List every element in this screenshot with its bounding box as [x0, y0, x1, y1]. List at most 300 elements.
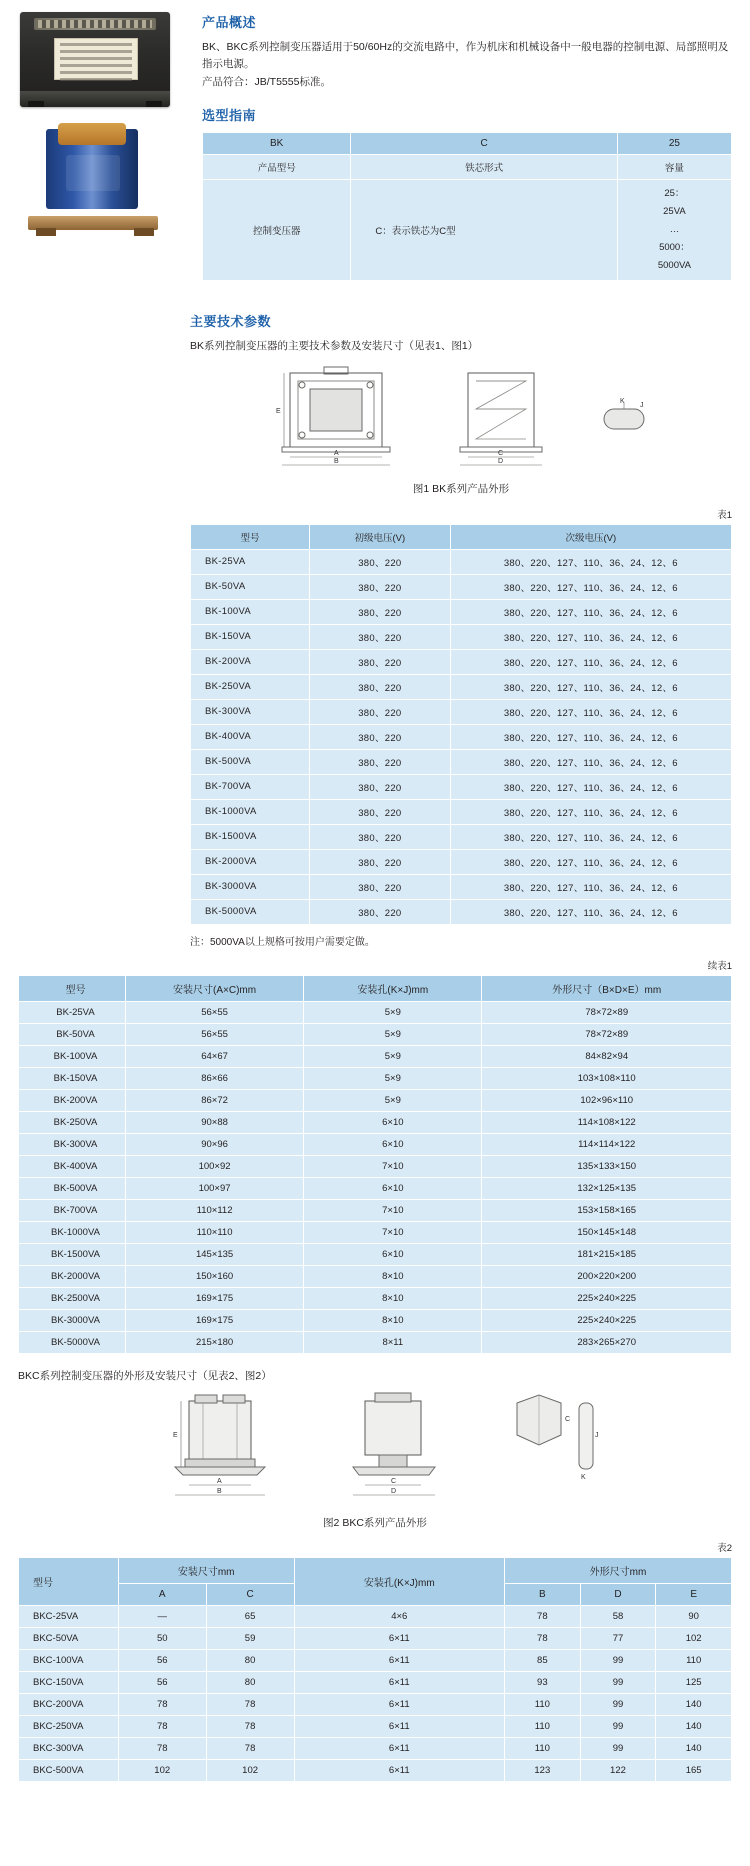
t2-cell-model: BK-500VA	[19, 1177, 126, 1199]
t1-cell-secondary: 380、220、127、110、36、24、12、6	[450, 874, 731, 899]
table-row	[203, 132, 732, 154]
t1-cell-primary: 380、220	[310, 774, 451, 799]
t2-cell-mount: 90×96	[125, 1133, 303, 1155]
table-row	[19, 1331, 732, 1353]
t1-cell-model: BK-100VA	[191, 599, 310, 624]
t1-cell-secondary: 380、220、127、110、36、24、12、6	[450, 549, 731, 574]
t3-cell-c: 78	[206, 1716, 294, 1738]
t2-cell-model: BK-1500VA	[19, 1243, 126, 1265]
t1-cell-primary: 380、220	[310, 549, 451, 574]
svg-text:A: A	[217, 1477, 222, 1485]
table-row	[19, 1001, 732, 1023]
t2-cell-model: BK-400VA	[19, 1155, 126, 1177]
table-row	[19, 1243, 732, 1265]
t2-cell-model: BK-100VA	[19, 1045, 126, 1067]
t3-cell-b: 93	[505, 1672, 581, 1694]
figure2-front-view	[145, 1389, 295, 1505]
figure2-drawing	[0, 1389, 750, 1509]
t2-cell-outline: 181×215×185	[482, 1243, 732, 1265]
selection-value-core: C：表示铁芯为C型	[351, 179, 617, 280]
t1-cell-model: BK-700VA	[191, 774, 310, 799]
t1-cell-model: BK-500VA	[191, 749, 310, 774]
t1-cell-model: BK-50VA	[191, 574, 310, 599]
t3-cell-hole: 6×11	[294, 1650, 504, 1672]
t1-cell-primary: 380、220	[310, 799, 451, 824]
t1-cell-model: BK-1000VA	[191, 799, 310, 824]
t1-cell-primary: 380、220	[310, 649, 451, 674]
svg-text:C: C	[565, 1415, 571, 1423]
selection-rowlabel-capacity: 容量	[617, 154, 731, 179]
table1-caption: 表1	[717, 509, 732, 521]
figure2-caption: 图2 BKC系列产品外形	[323, 1516, 427, 1529]
table-row	[191, 849, 732, 874]
t2-cell-model: BK-50VA	[19, 1023, 126, 1045]
tech-intro: BK系列控制变压器的主要技术参数及安装尺寸（见表1、图1）	[190, 340, 479, 353]
table-row	[19, 1089, 732, 1111]
t2-cell-mount: 100×97	[125, 1177, 303, 1199]
t1-cell-model: BK-1500VA	[191, 824, 310, 849]
t3-cell-e: 140	[656, 1738, 732, 1760]
svg-text:E: E	[276, 408, 281, 416]
t3-cell-c: 80	[206, 1650, 294, 1672]
table-row	[191, 824, 732, 849]
t2-cell-model: BK-5000VA	[19, 1331, 126, 1353]
t3-cell-hole: 6×11	[294, 1694, 504, 1716]
t2-cell-mount: 100×92	[125, 1155, 303, 1177]
t3-cell-b: 78	[505, 1628, 581, 1650]
t2-cell-mount: 215×180	[125, 1331, 303, 1353]
t2-cell-outline: 225×240×225	[482, 1309, 732, 1331]
table-row	[19, 1155, 732, 1177]
table-row	[191, 699, 732, 724]
t1-body	[191, 549, 732, 924]
t1-cell-primary: 380、220	[310, 874, 451, 899]
selection-value-capacity	[617, 179, 731, 280]
t2-cell-hole: 6×10	[304, 1243, 482, 1265]
t2-cell-mount: 86×66	[125, 1067, 303, 1089]
t3-header-model: 型号	[19, 1558, 119, 1606]
t2-cell-model: BK-2500VA	[19, 1287, 126, 1309]
svg-text:B: B	[334, 458, 339, 466]
t3-cell-b: 85	[505, 1650, 581, 1672]
table-row	[19, 1023, 732, 1045]
t1-header-model: 型号	[191, 524, 310, 549]
capacity-line-3: …	[669, 224, 680, 236]
t1-header-secondary: 次级电压(V)	[450, 524, 731, 549]
t2-cell-hole: 5×9	[304, 1023, 482, 1045]
table-row	[191, 549, 732, 574]
table-row	[19, 1265, 732, 1287]
t1-cell-model: BK-3000VA	[191, 874, 310, 899]
t2-cell-outline: 200×220×200	[482, 1265, 732, 1287]
t3-cell-b: 110	[505, 1716, 581, 1738]
selection-rowlabel-core: 铁芯形式	[351, 154, 617, 179]
t2-cell-outline: 135×133×150	[482, 1155, 732, 1177]
figure1-caption: 图1 BK系列产品外形	[412, 483, 510, 496]
t1-cell-secondary: 380、220、127、110、36、24、12、6	[450, 599, 731, 624]
t3-cell-a: —	[118, 1606, 206, 1628]
t3-cell-a: 78	[118, 1716, 206, 1738]
t2-cell-model: BK-1000VA	[19, 1221, 126, 1243]
figure1-drawing	[190, 363, 732, 475]
t1-cell-secondary: 380、220、127、110、36、24、12、6	[450, 774, 731, 799]
t2-cell-mount: 169×175	[125, 1287, 303, 1309]
t2-cell-model: BK-25VA	[19, 1001, 126, 1023]
t3-cell-d: 58	[580, 1606, 656, 1628]
t3-cell-e: 102	[656, 1628, 732, 1650]
t3-cell-e: 140	[656, 1716, 732, 1738]
photo-nameplate	[54, 38, 138, 80]
selection-header-25: 25	[617, 132, 731, 154]
t1-cell-primary: 380、220	[310, 849, 451, 874]
t1-cell-secondary: 380、220、127、110、36、24、12、6	[450, 849, 731, 874]
photo-foot-left	[28, 101, 44, 107]
t2-cell-model: BK-2000VA	[19, 1265, 126, 1287]
t3-subheader-a: A	[118, 1584, 206, 1606]
tech-params-section	[0, 281, 750, 948]
t3-cell-a: 56	[118, 1650, 206, 1672]
t1-cell-secondary: 380、220、127、110、36、24、12、6	[450, 649, 731, 674]
t1-cell-model: BK-2000VA	[191, 849, 310, 874]
t1-cell-primary: 380、220	[310, 624, 451, 649]
photo-winding-highlight	[66, 155, 120, 191]
t3-cell-e: 140	[656, 1694, 732, 1716]
table-row	[19, 1738, 732, 1760]
t1-cell-primary: 380、220	[310, 574, 451, 599]
t2-cell-mount: 150×160	[125, 1265, 303, 1287]
t3-subheader-e: E	[656, 1584, 732, 1606]
table2-section	[0, 1540, 750, 1782]
t3-subheader-b: B	[505, 1584, 581, 1606]
t2-cell-hole: 5×9	[304, 1067, 482, 1089]
t2-cell-mount: 64×67	[125, 1045, 303, 1067]
selection-rowlabel-model: 产品型号	[203, 154, 351, 179]
svg-text:C: C	[391, 1477, 397, 1485]
table-row	[191, 899, 732, 924]
photo-leg-left	[36, 228, 56, 236]
svg-text:J: J	[595, 1431, 599, 1439]
table-row	[19, 1045, 732, 1067]
svg-text:K: K	[581, 1473, 586, 1481]
t2-cell-mount: 169×175	[125, 1309, 303, 1331]
table-row	[19, 1558, 732, 1584]
t1-cell-secondary: 380、220、127、110、36、24、12、6	[450, 624, 731, 649]
t1-cell-secondary: 380、220、127、110、36、24、12、6	[450, 674, 731, 699]
t1-cell-secondary: 380、220、127、110、36、24、12、6	[450, 899, 731, 924]
t1-cell-model: BK-200VA	[191, 649, 310, 674]
t2-cell-hole: 6×10	[304, 1177, 482, 1199]
t2-cell-model: BK-300VA	[19, 1133, 126, 1155]
t2-cell-hole: 7×10	[304, 1221, 482, 1243]
bk-dimensions-table	[18, 975, 732, 1354]
figure1-side-view	[446, 363, 556, 471]
t2-cell-hole: 5×9	[304, 1089, 482, 1111]
t2-header-mount: 安装尺寸(A×C)mm	[125, 975, 303, 1001]
t1-cell-model: BK-250VA	[191, 674, 310, 699]
svg-text:K: K	[620, 398, 625, 406]
t2-cell-outline: 78×72×89	[482, 1023, 732, 1045]
t2-cell-outline: 114×114×122	[482, 1133, 732, 1155]
t3-cell-b: 123	[505, 1760, 581, 1782]
t2-cell-outline: 153×158×165	[482, 1199, 732, 1221]
figure1-hole-detail	[590, 363, 660, 471]
t3-cell-model: BKC-300VA	[19, 1738, 119, 1760]
t3-cell-c: 65	[206, 1606, 294, 1628]
t3-cell-d: 99	[580, 1716, 656, 1738]
t3-cell-model: BKC-150VA	[19, 1672, 119, 1694]
selection-header-bk: BK	[203, 132, 351, 154]
photo-core-body	[46, 129, 138, 209]
table-row	[19, 975, 732, 1001]
t1-header-primary: 初级电压(V)	[310, 524, 451, 549]
t3-body	[19, 1606, 732, 1782]
table-row	[19, 1309, 732, 1331]
t3-cell-d: 122	[580, 1760, 656, 1782]
t3-subheader-c: C	[206, 1584, 294, 1606]
t2-cell-outline: 225×240×225	[482, 1287, 732, 1309]
t1-cell-primary: 380、220	[310, 824, 451, 849]
table-row	[19, 1111, 732, 1133]
top-right-column	[184, 12, 732, 281]
t2-cell-hole: 7×10	[304, 1155, 482, 1177]
table-row	[19, 1221, 732, 1243]
t3-cell-model: BKC-200VA	[19, 1694, 119, 1716]
t2-cell-mount: 90×88	[125, 1111, 303, 1133]
t2-header-hole: 安装孔(K×J)mm	[304, 975, 482, 1001]
capacity-line-2: 25VA	[663, 205, 686, 217]
t3-cell-c: 80	[206, 1672, 294, 1694]
t2-body	[19, 1001, 732, 1353]
table-row	[191, 599, 732, 624]
table1-note: 注：5000VA以上规格可按用户需要定做。	[190, 936, 375, 948]
t2-header-outline: 外形尺寸（B×D×E）mm	[482, 975, 732, 1001]
t3-cell-d: 99	[580, 1672, 656, 1694]
t1-cell-primary: 380、220	[310, 699, 451, 724]
t3-cell-d: 99	[580, 1738, 656, 1760]
photo-winding	[58, 123, 126, 145]
t2-cell-hole: 8×10	[304, 1309, 482, 1331]
tech-title: 主要技术参数	[190, 314, 272, 330]
table-row	[19, 1133, 732, 1155]
t2-cell-outline: 103×108×110	[482, 1067, 732, 1089]
t2-cell-mount: 86×72	[125, 1089, 303, 1111]
table2-caption: 表2	[717, 1543, 732, 1555]
table-row	[19, 1067, 732, 1089]
photo-leg-right	[134, 228, 154, 236]
t1-cell-primary: 380、220	[310, 899, 451, 924]
t3-cell-d: 99	[580, 1694, 656, 1716]
selection-value-model: 控制变压器	[203, 179, 351, 280]
t3-cell-c: 102	[206, 1760, 294, 1782]
t2-cell-model: BK-3000VA	[19, 1309, 126, 1331]
table-row	[191, 874, 732, 899]
t2-cell-hole: 8×11	[304, 1331, 482, 1353]
t3-cell-a: 102	[118, 1760, 206, 1782]
table-row	[19, 1606, 732, 1628]
svg-text:D: D	[391, 1487, 397, 1495]
overview-paragraph-1: BK、BKC系列控制变压器适用于50/60Hz的交流电路中，作为机床和机械设备中一般电器的控制电源、局部照明及指示电源。	[202, 41, 729, 71]
t3-header-mount: 安装尺寸mm	[118, 1558, 294, 1584]
t3-cell-hole: 6×11	[294, 1738, 504, 1760]
t3-cell-hole: 6×11	[294, 1760, 504, 1782]
t3-cell-hole: 4×6	[294, 1606, 504, 1628]
table1b-caption: 续表1	[707, 960, 732, 972]
t1-cell-model: BK-150VA	[191, 624, 310, 649]
table-row	[19, 1199, 732, 1221]
top-section	[0, 0, 750, 281]
photo-foot-right	[146, 101, 162, 107]
table-row	[19, 1694, 732, 1716]
t1-cell-model: BK-300VA	[191, 699, 310, 724]
t1-cell-secondary: 380、220、127、110、36、24、12、6	[450, 799, 731, 824]
t3-cell-b: 110	[505, 1694, 581, 1716]
t3-cell-c: 78	[206, 1694, 294, 1716]
photo-coil-detail	[34, 18, 156, 30]
t2-cell-outline: 102×96×110	[482, 1089, 732, 1111]
table-row	[19, 1760, 732, 1782]
svg-text:A: A	[334, 450, 339, 458]
table-row	[19, 1716, 732, 1738]
t2-cell-hole: 6×10	[304, 1111, 482, 1133]
overview-paragraph-2: 产品符合：JB/T5555标准。	[202, 75, 331, 88]
t2-cell-model: BK-250VA	[19, 1111, 126, 1133]
t2-cell-model: BK-200VA	[19, 1089, 126, 1111]
t3-header-hole: 安装孔(K×J)mm	[294, 1558, 504, 1606]
t1-cell-secondary: 380、220、127、110、36、24、12、6	[450, 824, 731, 849]
t2-cell-outline: 132×125×135	[482, 1177, 732, 1199]
t3-cell-d: 99	[580, 1650, 656, 1672]
t3-cell-a: 50	[118, 1628, 206, 1650]
t1-cell-model: BK-5000VA	[191, 899, 310, 924]
t3-cell-e: 165	[656, 1760, 732, 1782]
selection-title: 选型指南	[202, 107, 257, 123]
t3-cell-hole: 6×11	[294, 1672, 504, 1694]
t2-cell-hole: 6×10	[304, 1133, 482, 1155]
selection-guide-table	[202, 132, 732, 281]
t2-cell-model: BK-700VA	[19, 1199, 126, 1221]
t1-cell-secondary: 380、220、127、110、36、24、12、6	[450, 749, 731, 774]
t1-cell-secondary: 380、220、127、110、36、24、12、6	[450, 724, 731, 749]
t2-cell-outline: 84×82×94	[482, 1045, 732, 1067]
capacity-line-1: 25：	[664, 187, 685, 199]
figure2-side-view	[335, 1389, 455, 1505]
t3-cell-a: 56	[118, 1672, 206, 1694]
t3-cell-d: 77	[580, 1628, 656, 1650]
figure2-hole-detail	[495, 1389, 605, 1505]
capacity-line-4: 5000：	[659, 242, 690, 254]
t2-cell-hole: 8×10	[304, 1265, 482, 1287]
t2-cell-mount: 56×55	[125, 1001, 303, 1023]
svg-text:E: E	[173, 1431, 178, 1439]
t2-header-model: 型号	[19, 975, 126, 1001]
t2-cell-mount: 110×112	[125, 1199, 303, 1221]
t3-header-outline: 外形尺寸mm	[505, 1558, 732, 1584]
table-row	[203, 179, 732, 280]
t3-subheader-d: D	[580, 1584, 656, 1606]
table-row	[191, 749, 732, 774]
t1-cell-model: BK-25VA	[191, 549, 310, 574]
t3-cell-hole: 6×11	[294, 1628, 504, 1650]
table-row	[191, 724, 732, 749]
svg-text:J: J	[640, 402, 644, 410]
table-row	[19, 1672, 732, 1694]
figure1-front-view	[262, 363, 412, 471]
t2-cell-hole: 8×10	[304, 1287, 482, 1309]
t1-cell-model: BK-400VA	[191, 724, 310, 749]
t3-cell-e: 90	[656, 1606, 732, 1628]
bk-spec-table	[190, 524, 732, 925]
bkc-dimensions-table	[18, 1557, 732, 1782]
t2-cell-outline: 283×265×270	[482, 1331, 732, 1353]
capacity-line-5: 5000VA	[657, 260, 691, 272]
table-row	[19, 1287, 732, 1309]
t3-cell-a: 78	[118, 1694, 206, 1716]
product-photos	[14, 12, 184, 236]
svg-text:B: B	[217, 1487, 222, 1495]
t2-cell-mount: 145×135	[125, 1243, 303, 1265]
t2-cell-hole: 7×10	[304, 1199, 482, 1221]
t3-cell-model: BKC-100VA	[19, 1650, 119, 1672]
table-row	[191, 624, 732, 649]
overview-title: 产品概述	[202, 15, 257, 30]
table-row	[19, 1650, 732, 1672]
table-row	[203, 154, 732, 179]
t3-cell-b: 78	[505, 1606, 581, 1628]
t3-cell-model: BKC-50VA	[19, 1628, 119, 1650]
svg-text:D: D	[498, 458, 504, 466]
bkc-intro: BKC系列控制变压器的外形及安装尺寸（见表2、图2）	[18, 1369, 272, 1382]
t2-cell-outline: 78×72×89	[482, 1001, 732, 1023]
t1-cell-primary: 380、220	[310, 674, 451, 699]
t2-cell-outline: 114×108×122	[482, 1111, 732, 1133]
product-photo-bkc	[14, 121, 184, 236]
t2-cell-model: BK-150VA	[19, 1067, 126, 1089]
t1-cell-primary: 380、220	[310, 724, 451, 749]
t2-cell-mount: 110×110	[125, 1221, 303, 1243]
table-row	[191, 574, 732, 599]
t3-cell-model: BKC-250VA	[19, 1716, 119, 1738]
t1-cell-primary: 380、220	[310, 749, 451, 774]
t2-cell-outline: 150×145×148	[482, 1221, 732, 1243]
table-row	[19, 1628, 732, 1650]
product-photo-bk	[14, 12, 184, 107]
table-row	[191, 649, 732, 674]
table-row	[191, 674, 732, 699]
t3-cell-b: 110	[505, 1738, 581, 1760]
t1-cell-secondary: 380、220、127、110、36、24、12、6	[450, 699, 731, 724]
selection-header-c: C	[351, 132, 617, 154]
t2-cell-hole: 5×9	[304, 1001, 482, 1023]
table1b-section	[0, 958, 750, 1354]
svg-text:C: C	[498, 450, 504, 458]
t3-cell-a: 78	[118, 1738, 206, 1760]
t1-cell-secondary: 380、220、127、110、36、24、12、6	[450, 574, 731, 599]
table-row	[191, 774, 732, 799]
t3-cell-hole: 6×11	[294, 1716, 504, 1738]
table-row	[191, 799, 732, 824]
t3-cell-c: 59	[206, 1628, 294, 1650]
t3-cell-e: 110	[656, 1650, 732, 1672]
table-row	[191, 524, 732, 549]
table-row	[19, 1177, 732, 1199]
t3-cell-e: 125	[656, 1672, 732, 1694]
t3-cell-model: BKC-25VA	[19, 1606, 119, 1628]
t2-cell-mount: 56×55	[125, 1023, 303, 1045]
t3-cell-c: 78	[206, 1738, 294, 1760]
t3-cell-model: BKC-500VA	[19, 1760, 119, 1782]
t2-cell-hole: 5×9	[304, 1045, 482, 1067]
t1-cell-primary: 380、220	[310, 599, 451, 624]
